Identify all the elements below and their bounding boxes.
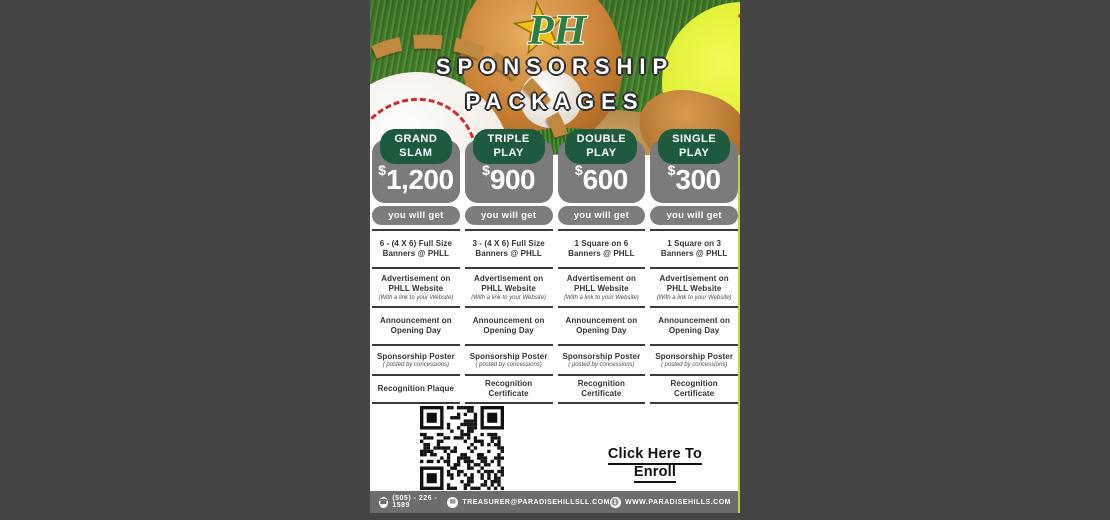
globe-icon bbox=[610, 497, 621, 508]
currency-symbol: $ bbox=[482, 161, 490, 178]
benefit-cell: 1 Square on 6 Banners @ PHLL bbox=[558, 231, 646, 269]
package-name-badge: GRAND SLAM bbox=[380, 129, 452, 164]
package-name-badge: TRIPLE PLAY bbox=[473, 129, 545, 164]
currency-symbol: $ bbox=[574, 161, 583, 178]
currency-symbol: $ bbox=[667, 161, 676, 178]
sponsorship-flyer bbox=[370, 0, 740, 513]
package-name: DOUBLE bbox=[576, 133, 627, 145]
benefits-column-triple-play bbox=[465, 229, 553, 404]
package-cards-row bbox=[372, 129, 738, 203]
enroll-link-wrapper bbox=[585, 445, 725, 481]
package-card-single-play bbox=[650, 129, 738, 203]
benefit-cell: Recognition Certificate bbox=[465, 376, 553, 404]
you-will-get-pill: you will get bbox=[650, 206, 738, 225]
benefit-cell: 6 - (4 X 6) Full Size Banners @ PHLL bbox=[372, 231, 460, 269]
email-icon: ✉ bbox=[447, 497, 458, 508]
package-card-grand-slam bbox=[372, 129, 460, 203]
benefit-cell: Announcement on Opening Day bbox=[558, 308, 646, 346]
benefit-cell: Advertisement on PHLL Website (With a link to your Website) bbox=[372, 269, 460, 308]
qr-code[interactable] bbox=[420, 406, 504, 490]
benefit-cell: Sponsorship Poster ( posted by concessions) bbox=[558, 346, 646, 376]
flyer-right-edge-stripe bbox=[738, 155, 740, 513]
benefit-note: (With a link to your Website) bbox=[378, 294, 454, 301]
ph-logo-letters: PH bbox=[528, 8, 587, 54]
package-name: SINGLE bbox=[672, 133, 717, 145]
benefits-column-single-play bbox=[650, 229, 738, 404]
you-will-get-row bbox=[372, 206, 738, 225]
benefit-note: (With a link to your Website) bbox=[656, 294, 732, 301]
package-card-double-play bbox=[558, 129, 646, 203]
benefit-cell: 3 - (4 X 6) Full Size Banners @ PHLL bbox=[465, 231, 553, 269]
benefits-column-double-play bbox=[558, 229, 646, 404]
you-will-get-pill: you will get bbox=[372, 206, 460, 225]
benefits-table bbox=[372, 229, 738, 404]
benefit-cell: Announcement on Opening Day bbox=[372, 308, 460, 346]
package-name-badge: SINGLE PLAY bbox=[658, 129, 730, 164]
page-title-line1: SPONSORSHIP bbox=[435, 54, 675, 79]
benefit-cell: Advertisement on PHLL Website (With a link to your Website) bbox=[465, 269, 553, 308]
benefit-cell: 1 Square on 3 Banners @ PHLL bbox=[650, 231, 738, 269]
benefit-cell: Announcement on Opening Day bbox=[650, 308, 738, 346]
benefit-cell: Recognition Certificate bbox=[558, 376, 646, 404]
benefit-cell: Sponsorship Poster ( posted by concessions) bbox=[372, 346, 460, 376]
benefit-note: (With a link to your Website) bbox=[471, 294, 547, 301]
benefit-note: (With a link to your Website) bbox=[563, 294, 639, 301]
benefits-column-grand-slam bbox=[372, 229, 460, 404]
benefit-cell: Announcement on Opening Day bbox=[465, 308, 553, 346]
you-will-get-pill: you will get bbox=[465, 206, 553, 225]
benefit-cell: Advertisement on PHLL Website (With a link to your Website) bbox=[558, 269, 646, 308]
footer-bar bbox=[370, 491, 740, 513]
package-price: $1,200 bbox=[378, 161, 454, 195]
package-card-triple-play bbox=[465, 129, 553, 203]
benefit-cell: Advertisement on PHLL Website (With a link to your Website) bbox=[650, 269, 738, 308]
phone-icon: ☎ bbox=[379, 498, 389, 506]
benefit-cell: Sponsorship Poster ( posted by concessions) bbox=[465, 346, 553, 376]
package-price: $900 bbox=[482, 161, 536, 195]
package-name: GRAND bbox=[394, 133, 438, 145]
you-will-get-pill: you will get bbox=[558, 206, 646, 225]
benefit-note: ( posted by concessions) bbox=[475, 361, 542, 368]
package-name: TRIPLE bbox=[487, 133, 530, 145]
benefit-note: ( posted by concessions) bbox=[382, 361, 450, 368]
footer-phone[interactable] bbox=[379, 495, 447, 509]
benefit-cell: Recognition Plaque bbox=[372, 376, 460, 404]
page-title-line2: PACKAGES bbox=[465, 89, 645, 114]
ph-team-logo bbox=[498, 0, 618, 58]
benefit-cell: Recognition Certificate bbox=[650, 376, 738, 404]
benefit-note: ( posted by concessions) bbox=[660, 361, 728, 368]
email-address: TREASURER@PARADISEHILLSLL.COM bbox=[462, 498, 610, 506]
benefit-note: ( posted by concessions) bbox=[568, 361, 635, 368]
footer-website[interactable] bbox=[610, 497, 731, 508]
currency-symbol: $ bbox=[378, 161, 386, 178]
package-name-badge: DOUBLE PLAY bbox=[565, 129, 637, 164]
footer-email[interactable] bbox=[447, 497, 610, 508]
package-price: $600 bbox=[574, 161, 628, 195]
benefit-cell: Sponsorship Poster ( posted by concessions) bbox=[650, 346, 738, 376]
website-url: WWW.PARADISEHILLS.COM bbox=[624, 498, 731, 506]
package-price: $300 bbox=[667, 161, 721, 195]
enroll-link[interactable]: Click Here To Enroll bbox=[608, 446, 702, 483]
phone-number: (505) - 226 - 1589 bbox=[392, 495, 438, 509]
